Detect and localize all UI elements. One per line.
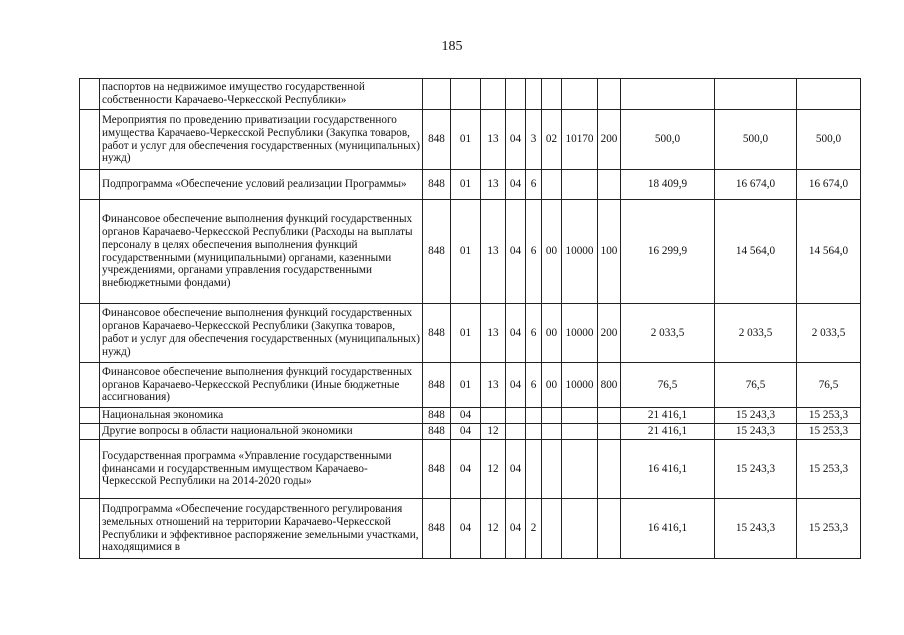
table-row (80, 110, 861, 170)
cell-dir (562, 499, 598, 559)
blank-cell (80, 363, 100, 408)
cell-main (542, 170, 562, 200)
cell-exp (598, 440, 621, 499)
blank-cell (80, 79, 100, 110)
cell-exp: 200 (598, 304, 621, 363)
cell-subprog: 6 (526, 363, 542, 408)
row-name: Национальная экономика (100, 408, 423, 424)
cell-v2016: 500,0 (797, 110, 861, 170)
cell-subprog: 6 (526, 304, 542, 363)
cell-sub: 13 (481, 200, 506, 304)
blank-cell (80, 408, 100, 424)
cell-v2015: 500,0 (715, 110, 797, 170)
cell-subprog (526, 440, 542, 499)
blank-cell (80, 499, 100, 559)
row-name: Подпрограмма «Обеспечение государственного регулирования земельных отношений на территории Карачаево-Черкесской Республики и эффективное распоряжение земельными участками, находящимися в (100, 499, 423, 559)
cell-dir (562, 79, 598, 110)
cell-dir (562, 170, 598, 200)
table-row (80, 304, 861, 363)
cell-dir: 10170 (562, 110, 598, 170)
cell-sub (481, 408, 506, 424)
cell-v2014: 21 416,1 (621, 408, 715, 424)
cell-exp (598, 408, 621, 424)
cell-prog: 04 (506, 170, 526, 200)
row-name: Финансовое обеспечение выполнения функций государственных органов Карачаево-Черкесской Республики (Иные бюджетные ассигнования) (100, 363, 423, 408)
cell-sub: 12 (481, 440, 506, 499)
cell-sec: 04 (451, 440, 481, 499)
cell-adm: 848 (423, 170, 451, 200)
cell-sec: 01 (451, 170, 481, 200)
cell-subprog: 6 (526, 170, 542, 200)
cell-v2016: 15 253,3 (797, 499, 861, 559)
cell-subprog (526, 408, 542, 424)
cell-adm: 848 (423, 110, 451, 170)
cell-exp: 100 (598, 200, 621, 304)
cell-subprog (526, 424, 542, 440)
cell-adm: 848 (423, 408, 451, 424)
table-row (80, 200, 861, 304)
cell-v2015: 15 243,3 (715, 408, 797, 424)
cell-subprog (526, 79, 542, 110)
cell-dir: 10000 (562, 200, 598, 304)
blank-cell (80, 304, 100, 363)
cell-v2016: 15 253,3 (797, 408, 861, 424)
cell-main (542, 79, 562, 110)
cell-v2014 (621, 79, 715, 110)
cell-subprog: 2 (526, 499, 542, 559)
cell-v2014: 21 416,1 (621, 424, 715, 440)
cell-v2016: 14 564,0 (797, 200, 861, 304)
cell-sub: 13 (481, 110, 506, 170)
cell-sub: 12 (481, 424, 506, 440)
cell-v2014: 2 033,5 (621, 304, 715, 363)
cell-prog: 04 (506, 499, 526, 559)
blank-cell (80, 110, 100, 170)
page-number: 185 (441, 39, 463, 54)
row-name: паспортов на недвижимое имущество государственной собственности Карачаево-Черкесской Республики» (100, 79, 423, 110)
cell-prog (506, 424, 526, 440)
cell-dir: 10000 (562, 363, 598, 408)
cell-sub (481, 79, 506, 110)
budget-table (79, 78, 861, 559)
cell-exp (598, 79, 621, 110)
cell-v2014: 18 409,9 (621, 170, 715, 200)
cell-prog: 04 (506, 440, 526, 499)
cell-sec: 04 (451, 499, 481, 559)
cell-adm: 848 (423, 200, 451, 304)
table-row (80, 170, 861, 200)
cell-adm (423, 79, 451, 110)
cell-main: 00 (542, 363, 562, 408)
cell-sec (451, 79, 481, 110)
cell-v2015: 2 033,5 (715, 304, 797, 363)
cell-v2014: 76,5 (621, 363, 715, 408)
cell-v2015: 76,5 (715, 363, 797, 408)
row-name: Финансовое обеспечение выполнения функций государственных органов Карачаево-Черкесской Республики (Расходы на выплаты персоналу в целях обеспечения выполнения функций государственными (муниципальными) органами, казенными учреждениями, органами управления государственными внебюджетными фондами) (100, 200, 423, 304)
table-row (80, 424, 861, 440)
cell-adm: 848 (423, 424, 451, 440)
cell-sec: 04 (451, 424, 481, 440)
cell-adm: 848 (423, 440, 451, 499)
cell-prog: 04 (506, 110, 526, 170)
cell-main: 00 (542, 200, 562, 304)
cell-exp: 800 (598, 363, 621, 408)
cell-adm: 848 (423, 363, 451, 408)
cell-exp (598, 499, 621, 559)
cell-dir: 10000 (562, 304, 598, 363)
blank-cell (80, 200, 100, 304)
cell-main (542, 424, 562, 440)
cell-exp (598, 170, 621, 200)
table-row (80, 408, 861, 424)
cell-v2015: 15 243,3 (715, 424, 797, 440)
cell-v2014: 16 416,1 (621, 499, 715, 559)
cell-v2016: 2 033,5 (797, 304, 861, 363)
cell-sub: 13 (481, 304, 506, 363)
row-name: Финансовое обеспечение выполнения функций государственных органов Карачаево-Черкесской Республики (Закупка товаров, работ и услуг для обеспечения государственных (муниципальных) нужд) (100, 304, 423, 363)
cell-prog: 04 (506, 363, 526, 408)
cell-v2016: 15 253,3 (797, 424, 861, 440)
cell-adm: 848 (423, 304, 451, 363)
blank-cell (80, 170, 100, 200)
cell-dir (562, 424, 598, 440)
cell-subprog: 3 (526, 110, 542, 170)
cell-exp (598, 424, 621, 440)
cell-main (542, 408, 562, 424)
cell-exp: 200 (598, 110, 621, 170)
cell-v2016: 15 253,3 (797, 440, 861, 499)
table-row (80, 499, 861, 559)
cell-main (542, 499, 562, 559)
cell-adm: 848 (423, 499, 451, 559)
cell-sec: 01 (451, 110, 481, 170)
cell-sec: 04 (451, 408, 481, 424)
cell-prog: 04 (506, 304, 526, 363)
cell-sec: 01 (451, 200, 481, 304)
blank-cell (80, 440, 100, 499)
cell-prog (506, 79, 526, 110)
cell-v2015 (715, 79, 797, 110)
cell-v2015: 14 564,0 (715, 200, 797, 304)
table-body (80, 79, 861, 559)
cell-v2014: 16 416,1 (621, 440, 715, 499)
cell-sub: 12 (481, 499, 506, 559)
cell-v2016: 76,5 (797, 363, 861, 408)
cell-sub: 13 (481, 363, 506, 408)
cell-v2014: 500,0 (621, 110, 715, 170)
cell-v2015: 15 243,3 (715, 440, 797, 499)
table-row (80, 79, 861, 110)
cell-prog: 04 (506, 200, 526, 304)
cell-sec: 01 (451, 363, 481, 408)
cell-dir (562, 440, 598, 499)
cell-subprog: 6 (526, 200, 542, 304)
blank-cell (80, 424, 100, 440)
cell-sec: 01 (451, 304, 481, 363)
cell-prog (506, 408, 526, 424)
cell-main: 02 (542, 110, 562, 170)
cell-sub: 13 (481, 170, 506, 200)
cell-main (542, 440, 562, 499)
cell-v2016 (797, 79, 861, 110)
table-row (80, 440, 861, 499)
cell-v2015: 16 674,0 (715, 170, 797, 200)
cell-v2014: 16 299,9 (621, 200, 715, 304)
cell-v2016: 16 674,0 (797, 170, 861, 200)
row-name: Подпрограмма «Обеспечение условий реализации Программы» (100, 170, 423, 200)
cell-v2015: 15 243,3 (715, 499, 797, 559)
cell-main: 00 (542, 304, 562, 363)
row-name: Государственная программа «Управление государственными финансами и государственным имуществом Карачаево-Черкесской Республики на 2014-2020 годы» (100, 440, 423, 499)
table-row (80, 363, 861, 408)
cell-dir (562, 408, 598, 424)
row-name: Другие вопросы в области национальной экономики (100, 424, 423, 440)
row-name: Мероприятия по проведению приватизации государственного имущества Карачаево-Черкесской Республики (Закупка товаров, работ и услуг для обеспечения государственных (муниципальных) нужд) (100, 110, 423, 170)
